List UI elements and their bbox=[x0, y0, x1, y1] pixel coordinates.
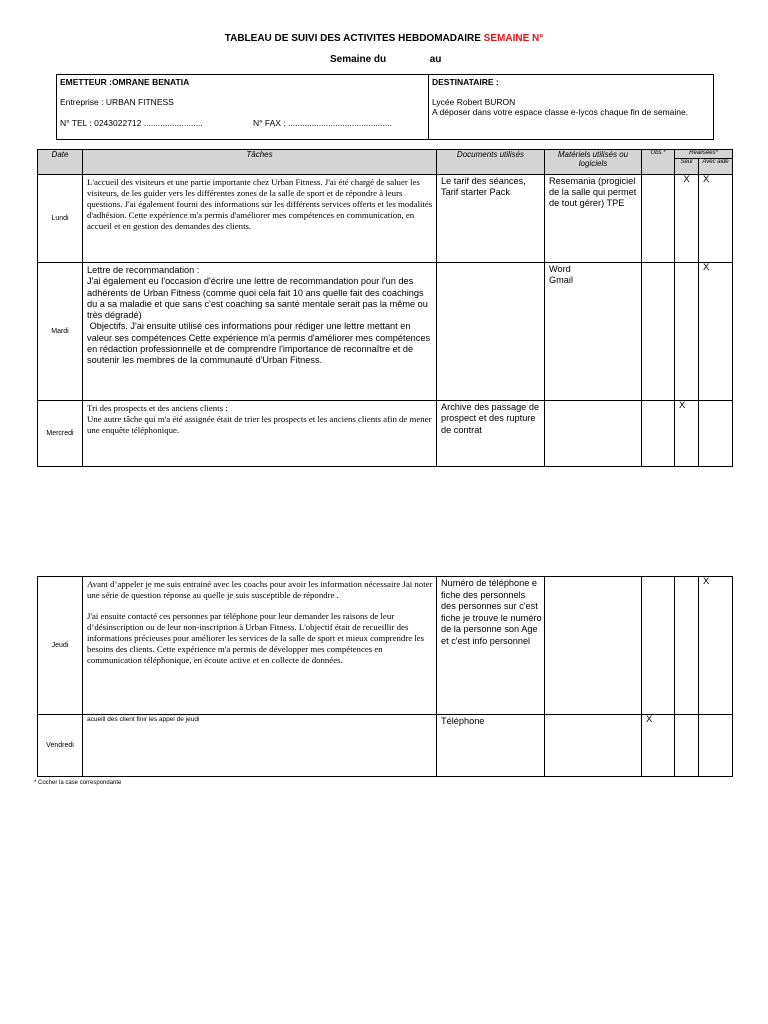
task-cell: acueill des client finir les appel de jeudi bbox=[83, 715, 437, 777]
task-line: Une autre tâche qui m'a été assignée était de trier les prospects et les anciens clients afin de mener une enquête téléphonique. bbox=[87, 414, 432, 435]
task-line: J'ai également eu l'occasion d'écrire une lettre de recommandation pour l'un des adhérents de Urban Fitness (comme quoi cela fait 10 ans quelle fait des coachings du a sa maladie et que sans c'est coaching sa santé mentale serait pas la même ou très dégradé) bbox=[87, 276, 428, 321]
emitter-company: Entreprise : URBAN FITNESS bbox=[60, 97, 174, 107]
obs-cell bbox=[642, 263, 675, 401]
materials-cell: Resemania (progiciel de la salle qui permet de tout gérer) TPE bbox=[545, 175, 642, 263]
with-help-cell: X bbox=[699, 175, 733, 263]
with-help-cell: X bbox=[699, 577, 733, 715]
col-done: Réalisées* bbox=[675, 150, 733, 159]
week-number-label: SEMAINE N° bbox=[483, 33, 544, 44]
day-cell: Mardi bbox=[38, 263, 83, 401]
documents-cell: Le tarif des séances, Tarif starter Pack bbox=[437, 175, 545, 263]
week-from-label: Semaine du bbox=[330, 54, 387, 65]
task-line: Tri des prospects et des anciens clients : bbox=[87, 403, 228, 413]
col-with-help: Avec aide bbox=[699, 159, 733, 175]
day-cell: Lundi bbox=[38, 175, 83, 263]
materials-cell bbox=[545, 577, 642, 715]
recipient-label: DESTINATAIRE : bbox=[432, 77, 499, 87]
materials-cell bbox=[545, 263, 642, 401]
col-documents: Documents utilisés bbox=[437, 150, 545, 175]
col-date: Date bbox=[38, 150, 83, 175]
task-cell bbox=[83, 263, 437, 401]
day-cell: Mercredi bbox=[38, 401, 83, 467]
material-item: Gmail bbox=[549, 275, 573, 286]
footnote: * Cocher la case correspondante bbox=[34, 780, 122, 786]
task-paragraph: Avant d’appeler je me suis entrainé avec les coachs pour avoir les information nécessaire Jai noter une série de question réponse au quelle je suis susceptible de répondre . bbox=[87, 579, 433, 600]
obs-cell bbox=[642, 577, 675, 715]
table-row bbox=[38, 577, 733, 715]
task-line: Objectifs. J'ai ensuite utilisé ces informations pour rédiger une lettre mettant en valeur ses compétences Cette expérience m'a permis d'améliorer mes compétences en rédaction professionnelle et de comprendre l'importance de reconnaître et de soutenir les membres de la communauté d'Urban Fitness. bbox=[87, 321, 433, 366]
col-alone: Seul bbox=[675, 159, 699, 175]
alone-cell: X bbox=[675, 401, 699, 467]
header-divider bbox=[428, 75, 429, 139]
recipient-instructions: A déposer dans votre espace classe e-lycos chaque fin de semaine. bbox=[432, 107, 689, 117]
documents-cell: Numéro de téléphone e fiche des personnels des personnes sur c'est fiche je trouve le numéro de la personne son Age et c'est info personnel bbox=[437, 577, 545, 715]
emitter-fax: N° FAX : ............................................ bbox=[253, 118, 392, 128]
alone-cell bbox=[675, 715, 699, 777]
table-row bbox=[38, 263, 733, 401]
alone-cell bbox=[675, 263, 699, 401]
table-row bbox=[38, 715, 733, 777]
alone-cell bbox=[675, 577, 699, 715]
col-materials: Matériels utilisés ou logiciels bbox=[545, 150, 642, 175]
table-row bbox=[38, 401, 733, 467]
week-line bbox=[330, 54, 441, 65]
day-cell: Vendredi bbox=[38, 715, 83, 777]
material-item: Word bbox=[549, 264, 571, 274]
task-cell bbox=[83, 577, 437, 715]
documents-cell: Archive des passage de prospect et des rupture de contrat bbox=[437, 401, 545, 467]
alone-cell: X bbox=[675, 175, 699, 263]
with-help-cell bbox=[699, 401, 733, 467]
materials-cell bbox=[545, 715, 642, 777]
emitter-tel: N° TEL : 0243022712 ......................... bbox=[60, 118, 203, 128]
week-to-label: au bbox=[429, 54, 442, 65]
task-cell: L'accueil des visiteurs et une partie importante chez Urban Fitness. J'ai été chargé de saluer les visiteurs, de les guider vers les différentes zones de la salle de sport et de répondre à leurs questions. J'ai également fourni des informations sur les différents services offerts et les modalités d'adhésion. Cette expérience m'a permis d'améliorer mes compétences en communication, en accueil et en gestion des demandes des clients. bbox=[83, 175, 437, 263]
table-row bbox=[38, 175, 733, 263]
documents-cell: Téléphone bbox=[437, 715, 545, 777]
task-cell bbox=[83, 401, 437, 467]
day-cell: Jeudi bbox=[38, 577, 83, 715]
with-help-cell: X bbox=[699, 263, 733, 401]
header-box bbox=[56, 74, 714, 140]
recipient-school: Lycée Robert BURON bbox=[432, 97, 516, 107]
activity-table-continued bbox=[37, 576, 733, 777]
emitter-label: EMETTEUR :OMRANE BENATIA bbox=[60, 77, 190, 87]
col-tasks: Tâches bbox=[83, 150, 437, 175]
col-obs: Obs.* bbox=[642, 150, 675, 175]
obs-cell: X bbox=[642, 715, 675, 777]
materials-cell bbox=[545, 401, 642, 467]
documents-cell bbox=[437, 263, 545, 401]
obs-cell bbox=[642, 401, 675, 467]
page-title bbox=[0, 33, 768, 44]
task-paragraph: J'ai ensuite contacté ces personnes par téléphone pour leur demander les raisons de leur d’désinscription ou de leur non-inscription à Urban Fitness. L'objectif était de recueillir des informations précieuses pour améliorer les services de la salle de sport et mieux comprendre les besoins des clients. Cette expérience m'a permis de développer mes compétences en communication téléphonique, en écoute active et en collecte de données. bbox=[87, 611, 425, 665]
activity-table bbox=[37, 149, 733, 467]
task-line: Lettre de recommandation : bbox=[87, 265, 200, 275]
obs-cell bbox=[642, 175, 675, 263]
with-help-cell bbox=[699, 715, 733, 777]
title-text: TABLEAU DE SUIVI DES ACTIVITES HEBDOMADAIRE bbox=[224, 33, 481, 44]
